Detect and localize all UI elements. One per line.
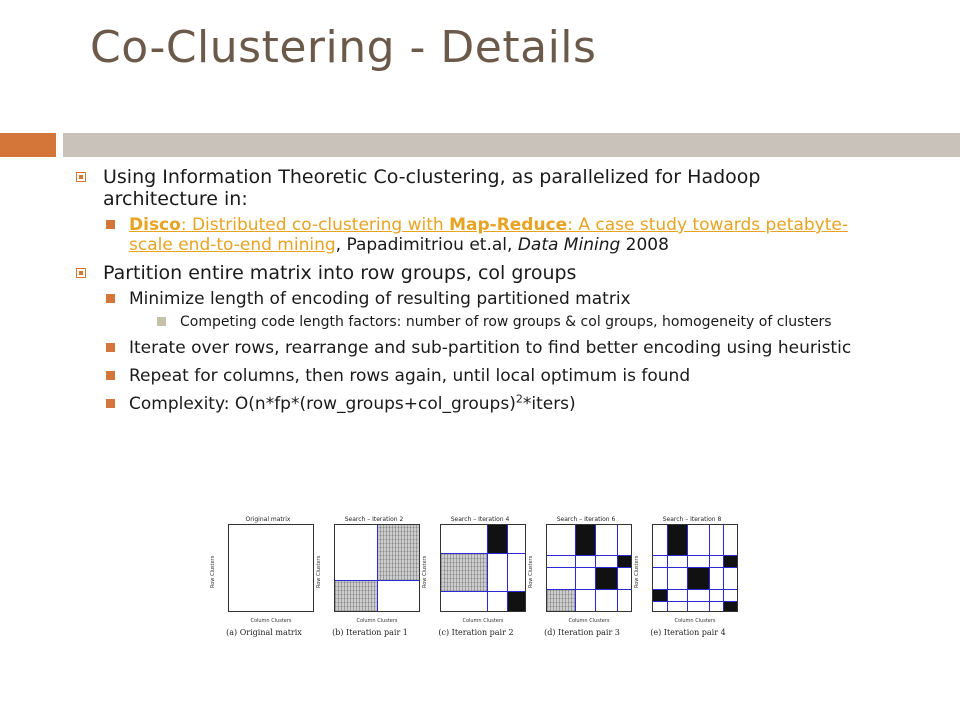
partition-line — [653, 567, 737, 568]
x-axis-label: Column Clusters — [568, 618, 610, 624]
accent-bar-gray — [63, 133, 960, 157]
ref-part1: : Distributed co-clustering with — [180, 215, 450, 235]
block-gray — [377, 525, 419, 580]
ref-year: 2008 — [620, 235, 669, 255]
panel-caption: (a) Original matrix — [226, 628, 302, 637]
block-dark — [617, 555, 631, 567]
matrix-plot — [334, 524, 420, 612]
complexity-tail: *iters) — [522, 394, 576, 414]
partition-line — [617, 525, 618, 611]
block-gray — [335, 580, 377, 611]
bullet-square-icon — [106, 399, 115, 408]
partition-line — [687, 525, 688, 611]
block-dark — [667, 525, 687, 555]
bullet-iterate — [76, 338, 876, 358]
ref-journal: Data Mining — [517, 235, 621, 255]
coclustering-figure — [210, 512, 730, 642]
bullet-complexity — [76, 394, 876, 414]
block-dark — [687, 567, 709, 589]
bullet-text: Using Information Theoretic Co-clustering, as parallelized for Hadoop architecture in: — [103, 166, 761, 210]
partition-line — [547, 567, 631, 568]
panel-title: Search – Iteration 4 — [450, 516, 510, 523]
panel-iter6 — [528, 512, 628, 640]
block-dark — [723, 601, 737, 611]
partition-line — [547, 589, 631, 590]
panel-original — [210, 512, 310, 640]
panel-title: Search – Iteration 6 — [556, 516, 616, 523]
block-dark — [487, 525, 507, 553]
complexity-text: Complexity: O(n*fp*(row_groups+col_groups) — [129, 394, 516, 414]
partition-line — [653, 555, 737, 556]
bullet-square-icon — [106, 343, 115, 352]
partition-line — [507, 525, 508, 611]
y-axis-label: Row Clusters — [422, 555, 428, 588]
bullet-text: Iterate over rows, rearrange and sub-partition to find better encoding using heuristic — [129, 338, 852, 358]
block-dark — [595, 567, 617, 589]
panel-title: Search – Iteration 8 — [662, 516, 722, 523]
partition-line — [595, 525, 596, 611]
bullet-coclustering — [76, 166, 876, 210]
bullet-minimize — [76, 289, 876, 309]
y-axis-label: Row Clusters — [316, 555, 322, 588]
bullet-competing — [76, 314, 876, 330]
bullet-square-icon — [76, 268, 86, 278]
y-axis-label: Row Clusters — [634, 555, 640, 588]
panel-title: Search – Iteration 2 — [344, 516, 404, 523]
partition-line — [667, 525, 668, 611]
block-dark — [507, 591, 525, 611]
x-axis-label: Column Clusters — [356, 618, 398, 624]
partition-line — [441, 553, 525, 554]
block-gray — [547, 589, 575, 611]
bullet-square-icon — [106, 371, 115, 380]
ref-disco: Disco — [129, 215, 181, 235]
partition-line — [441, 591, 525, 592]
bullet-text: Minimize length of encoding of resulting partitioned matrix — [129, 289, 631, 309]
panel-iter4 — [422, 512, 522, 640]
matrix-plot — [652, 524, 738, 612]
block-dark — [723, 555, 737, 567]
matrix-plot — [546, 524, 632, 612]
matrix-plot — [440, 524, 526, 612]
panel-caption: (d) Iteration pair 3 — [544, 628, 620, 637]
partition-line — [377, 525, 378, 611]
partition-line — [487, 525, 488, 611]
partition-line — [723, 525, 724, 611]
bullet-text: Repeat for columns, then rows again, until local optimum is found — [129, 366, 691, 386]
block-dark — [575, 525, 595, 555]
partition-line — [547, 555, 631, 556]
slide-title: Co-Clustering - Details — [90, 22, 597, 73]
slide-content — [76, 166, 876, 414]
matrix-plot — [228, 524, 314, 612]
block-empty — [709, 525, 723, 553]
x-axis-label: Column Clusters — [674, 618, 716, 624]
partition-line — [653, 601, 737, 602]
bullet-reference — [76, 215, 876, 255]
panel-caption: (c) Iteration pair 2 — [438, 628, 514, 637]
panel-caption: (b) Iteration pair 1 — [332, 628, 408, 637]
accent-bar-orange — [0, 133, 56, 157]
partition-line — [575, 525, 576, 611]
ref-mapreduce: Map-Reduce — [449, 215, 568, 235]
x-axis-label: Column Clusters — [250, 618, 292, 624]
panel-iter8 — [634, 512, 734, 640]
block-dark — [653, 589, 667, 601]
ref-part2: : A case study towards petabyte-scale end-to-end mining — [129, 215, 848, 255]
y-axis-label: Row Clusters — [528, 555, 534, 588]
partition-line — [709, 525, 710, 611]
complexity-exponent: 2 — [515, 392, 523, 406]
ref-authors: , Papadimitriou et.al, — [335, 235, 518, 255]
panel-title: Original matrix — [245, 516, 291, 523]
panel-caption: (e) Iteration pair 4 — [650, 628, 726, 637]
x-axis-label: Column Clusters — [462, 618, 504, 624]
partition-line — [653, 589, 737, 590]
bullet-partition — [76, 262, 876, 284]
block-gray — [441, 553, 487, 591]
bullet-text: Partition entire matrix into row groups, col groups — [103, 262, 577, 284]
y-axis-label: Row Clusters — [210, 555, 216, 588]
panel-iter2 — [316, 512, 416, 640]
bullet-text: Competing code length factors: number of row groups & col groups, homogeneity of clusters — [180, 314, 832, 330]
bullet-square-icon — [157, 317, 166, 326]
bullet-square-icon — [106, 220, 115, 229]
bullet-square-icon — [106, 294, 115, 303]
bullet-square-icon — [76, 172, 86, 182]
bullet-repeat — [76, 366, 876, 386]
